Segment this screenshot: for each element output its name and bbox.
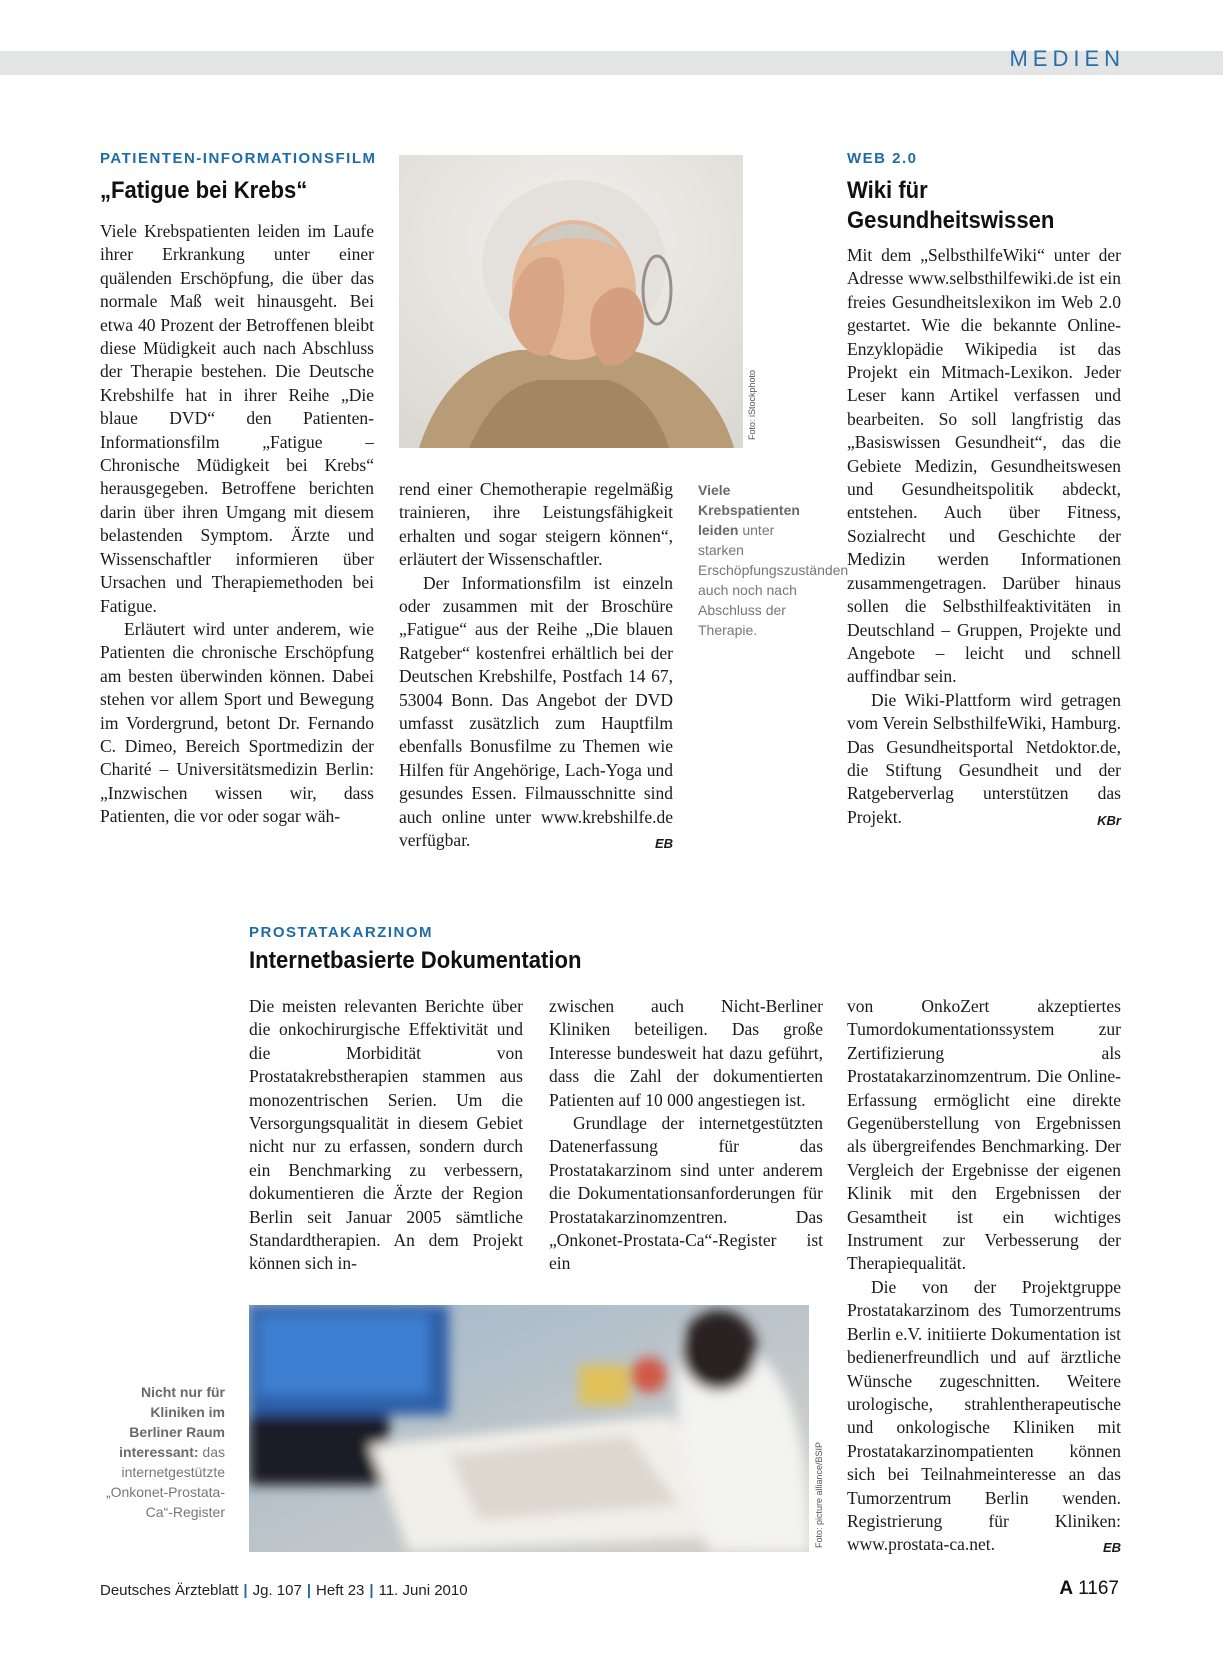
footer-separator: | [369,1582,374,1599]
article3-col2-paragraph-1: zwischen auch Nicht-Berliner Kliniken beteiligen. Das große Interesse bundesweit hat dazu geführt, dass die Zahl der dokumentierten Patienten auf 10 000 angestiegen ist. [549,996,823,1110]
article2-paragraph-1: Mit dem „SelbsthilfeWiki“ unter der Adresse www.selbsthilfewiki.de ist ein freies Gesundheitslexikon im Web 2.0 gestartet. Wie die bekannte Online-Enzyklopädie Wikipedia ist das Projekt ein Mitmach-Lexikon. Jeder Leser kann Artikel verfassen und bearbeiten. So soll langfristig das „Basiswissen Gesundheit“, das die Gebiete Medizin, Gesundheitswesen und Gesundheitspolitik abdeckt, entstehen. Auch über Fitness, Sozialrecht und Geschichte der Medizin werden Informationen zusammengetragen. Darüber hinaus sollen die Selbsthilfeaktivitäten in Deutschland – Gruppen, Projekte und Angebote – leicht und schnell auffindbar sein. [847,245,1121,687]
article1-column-2 [399,478,673,856]
article1-caption [698,480,849,640]
article2-signature: KBr [1097,812,1121,828]
article1-signature: EB [654,836,673,852]
footer-date: 11. Juni 2010 [378,1582,468,1599]
article3-col3-paragraph-2 [847,1276,1121,1557]
article3-col1-paragraph-1: Die meisten relevanten Berichte über die onkochirurgische Effektivität und die Morbidität von Prostatakrebstherapien stammen aus monozentrischen Serien. Um die Versorgungsqualität in diesem Gebiet nicht nur zu erfassen, sondern durch ein Benchmarking zu verbessern, dokumentieren die Ärzte der Region Berlin seit Januar 2005 sämtliche Standardtherapien. An dem Projekt können sich in- [249,996,523,1274]
article3-caption [100,1382,225,1522]
page-number [1059,1578,1119,1600]
article3-signature: EB [1102,1540,1121,1556]
article1-column-1 [100,220,374,829]
article3-column-2 [549,995,823,1276]
article1-title: „Fatigue bei Krebs“ [100,177,308,204]
footer-volume: Jg. 107 [252,1582,302,1599]
article1-kicker: PATIENTEN-INFORMATIONSFILM [100,150,377,167]
article1-photo-credit: Foto: iStockphoto [747,369,757,440]
footer-issue: Heft 23 [316,1582,365,1599]
footer-journal-info [100,1582,468,1599]
article1-caption-text: unter starken Erschöpfungszuständen auch noch nach Abschluss der Therapie. [698,522,849,638]
tired-woman-image [399,155,743,448]
article3-col3-paragraph-1: von OnkoZert akzeptiertes Tumordokumentationssystem zur Zertifizierung als Prostatakarzinomzentrum. Die Online-Erfassung ermöglicht eine direkte Gegenüberstellung von Ergebnissen als übergreifendes Benchmarking. Der Vergleich der Ergebnisse der eigenen Klinik mit den Ergebnissen der Gesamtheit ist ein wichtiges Instrument zur Verbesserung der Therapiequalität. [847,996,1121,1274]
article2-title [847,176,1054,236]
article3-column-1 [249,995,523,1276]
page-number-value: 1167 [1078,1578,1119,1599]
article2-paragraph-2 [847,689,1121,829]
section-label: MEDIEN [1009,46,1125,71]
article3-column-3 [847,995,1121,1560]
article2-paragraph-2-text: Die Wiki-Plattform wird getragen vom Verein SelbsthilfeWiki, Hamburg. Das Gesundheitsportal Netdoktor.de, die Stiftung Gesundheit und der Ratgeberverlag unterstützen das Projekt. [847,689,1121,827]
footer-separator: | [306,1582,312,1599]
article1-col1-paragraph-2: Erläutert wird unter anderem, wie Patienten die chronische Erschöpfung am besten überwinden können. Dabei stehen vor allem Sport und Bewegung im Vordergrund, betont Dr. Fernando C. Dimeo, Bereich Sportmedizin der Charité – Universitätsmedizin Berlin: „Inzwischen wissen wir, dass Patienten, die vor oder sogar wäh- [100,618,374,827]
article2-title-line-1: Wiki für [847,177,928,204]
article3-caption-text: das internetgestützte „Onkonet-Prostata-Ca“-Register [105,1444,225,1520]
page-prefix: A [1059,1578,1074,1599]
article2-kicker: WEB 2.0 [847,150,918,167]
article3-col2-paragraph-2: Grundlage der internetgestützten Datenerfassung für das Prostatakarzinom sind unter anderem die Dokumentationsanforderungen für Prostatakarzinomzentren. Das „Onkonet-Prostata-Ca“-Register ist ein [549,1113,823,1274]
article2-title-line-2: Gesundheitswissen [847,207,1055,234]
footer-journal: Deutsches Ärzteblatt [100,1582,239,1599]
article2-column [847,244,1121,832]
article3-photo-desk [249,1305,809,1552]
footer-separator: | [243,1582,248,1599]
article3-photo-credit: Foto: picture alliance/BSIP [814,1441,824,1548]
article1-col1-paragraph-1: Viele Krebspatienten leiden im Laufe ihrer Erkrankung unter einer quälenden Erschöpfung, die über das normale Maß weit hinausgeht. Bei etwa 40 Prozent der Betroffenen bleibt diese Müdigkeit auch nach Abschluss der Therapie bestehen. Die Deutsche Krebshilfe hat in ihrer Reihe „Die blaue DVD“ den Patienten-Informationsfilm „Fatigue – Chronische Müdigkeit bei Krebs“ herausgegeben. Betroffene berichten darin über ihren Umgang mit diesem belastenden Symptom. Ärzte und Wissenschaftler informieren über Ursachen und Therapiemethoden bei Fatigue. [100,221,374,616]
article3-kicker: PROSTATAKARZINOM [249,924,433,941]
article1-col2-paragraph-2-text: Der Informationsfilm ist einzeln oder zusammen mit der Broschüre „Fatigue“ aus der Reihe „Die blauen Ratgeber“ kostenfrei erhältlich bei der Deutschen Krebshilfe, Postfach 14 67, 53004 Bonn. Das Angebot der DVD umfasst zusätzlich zum Hauptfilm ebenfalls Bonusfilme zu Themen wie Hilfen für Angehörige, Lach-Yoga und gesundes Essen. Filmausschnitte sind auch online unter www.krebshilfe.de verfügbar. [399,572,673,851]
article1-caption-bold: Viele Krebspatienten leiden [698,482,800,538]
article3-col3-paragraph-2-text: Die von der Projektgruppe Prostatakarzinom des Tumorzentrums Berlin e.V. initiierte Dokumentation ist bedienerfreundlich und auf ärztliche Wünsche zugeschnitten. Weitere urologische, strahlentherapeutische und onkologische Kliniken mit Prostatakarzinompatienten können sich bei Teilnahmeinteresse an das Tumorzentrum Berlin wenden. Registrierung für Kliniken: www.prostata-ca.net. [847,1276,1121,1555]
blurred-desk-image [249,1305,809,1552]
article1-photo-woman [399,155,743,448]
article1-col2-paragraph-2 [399,572,673,853]
article1-col2-paragraph-1: rend einer Chemotherapie regelmäßig trainieren, ihre Leistungsfähigkeit erhalten und sogar steigern können“, erläutert der Wissenschaftler. [399,479,673,570]
article3-title: Internetbasierte Dokumentation [249,947,582,974]
article3-caption-bold: Nicht nur für Kliniken im Berliner Raum interessant: [119,1384,225,1460]
